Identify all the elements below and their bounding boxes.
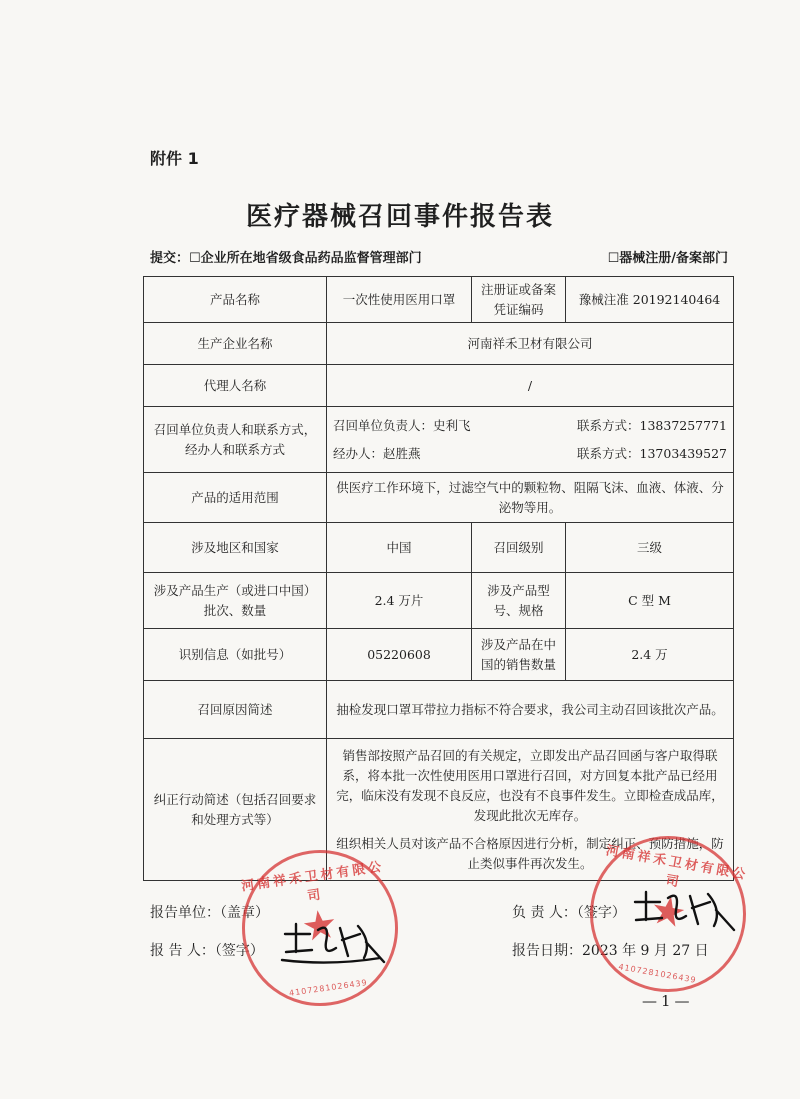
seal-company-name: 河南祥禾卫材有限公司	[604, 843, 750, 891]
level-value: 三级	[566, 523, 734, 573]
product-name-label: 产品名称	[144, 277, 327, 323]
submit-left: 提交：☐企业所在地省级食品药品监督管理部门	[150, 251, 422, 266]
scope-label: 产品的适用范围	[144, 473, 327, 523]
star-icon: ★	[646, 886, 690, 938]
seal-company-name: 河南祥禾卫材有限公司	[240, 859, 386, 905]
seal-code: 4107281026439	[617, 962, 698, 985]
table-row	[144, 365, 734, 407]
model-label: 涉及产品型号、规格	[472, 573, 566, 629]
model-value: C 型 M	[566, 573, 734, 629]
submit-row	[150, 247, 728, 266]
agent-value: /	[327, 365, 734, 407]
attachment-label: 附件 1	[150, 149, 199, 168]
reporter-signature	[280, 912, 390, 972]
batch-value: 2.4 万片	[327, 573, 472, 629]
region-label: 涉及地区和国家	[144, 523, 327, 573]
responsible-signature	[630, 880, 740, 940]
page-number: —1—	[642, 992, 694, 1010]
resp-person: 召回单位负责人：史利飞	[333, 417, 471, 433]
action-paragraph-2: 组织相关人员对该产品不合格原因进行分析，制定纠正、预防措施，防止类似事件再次发生。	[336, 835, 724, 871]
reg-value: 豫械注准 20192140464	[566, 277, 734, 323]
table-row	[144, 681, 734, 739]
maker-value: 河南祥禾卫材有限公司	[327, 323, 734, 365]
table-row	[144, 523, 734, 573]
contact-value	[327, 407, 734, 473]
action-label: 纠正行动简述（包括召回要求和处理方式等）	[144, 739, 327, 881]
agent-label: 代理人名称	[144, 365, 327, 407]
maker-label: 生产企业名称	[144, 323, 327, 365]
reason-value: 抽检发现口罩耳带拉力指标不符合要求，我公司主动召回该批次产品。	[327, 681, 734, 739]
sales-value: 2.4 万	[566, 629, 734, 681]
action-paragraph-1: 销售部按照产品召回的有关规定，立即发出产品召回函与客户取得联系，将本批一次性使用医用口罩进行召回，对方回复本批产品已经用完，临床没有发现不良反应，也没有不良事件发生。立即检查成品库，发现此批次无库存。	[336, 747, 724, 823]
batch-label: 涉及产品生产（或进口中国）批次、数量	[144, 573, 327, 629]
scope-value: 供医疗工作环境下，过滤空气中的颗粒物、阻隔飞沫、血液、体液、分泌物等用。	[327, 473, 734, 523]
table-row	[144, 407, 734, 473]
star-icon: ★	[298, 900, 341, 952]
contact-label: 召回单位负责人和联系方式，经办人和联系方式	[144, 407, 327, 473]
submit-right: ☐器械注册/备案部门	[607, 251, 728, 266]
table-row	[144, 573, 734, 629]
report-unit: 报告单位：（盖章）	[150, 905, 269, 921]
report-date: 报告日期：2023 年 9 月 27 日	[512, 943, 709, 959]
table-row	[144, 323, 734, 365]
table-row	[144, 473, 734, 523]
reporter: 报 告 人：（签字）	[150, 943, 264, 959]
level-label: 召回级别	[472, 523, 566, 573]
id-label: 识别信息（如批号）	[144, 629, 327, 681]
table-row	[144, 277, 734, 323]
document-title: 医疗器械召回事件报告表	[245, 202, 554, 232]
responsible-person: 负 责 人：（签字）	[512, 905, 626, 921]
handler-person: 经办人：赵胜燕	[333, 445, 421, 461]
id-value: 05220608	[327, 629, 472, 681]
table-row	[144, 629, 734, 681]
handler-phone: 联系方式：13703439527	[577, 445, 727, 461]
product-name-value: 一次性使用医用口罩	[327, 277, 472, 323]
sales-label: 涉及产品在中国的销售数量	[472, 629, 566, 681]
seal-code: 4107281026439	[288, 977, 369, 998]
resp-phone: 联系方式：13837257771	[577, 417, 727, 433]
reason-label: 召回原因简述	[144, 681, 327, 739]
reg-label: 注册证或备案凭证编码	[472, 277, 566, 323]
region-value: 中国	[327, 523, 472, 573]
recall-report-table	[143, 276, 734, 881]
